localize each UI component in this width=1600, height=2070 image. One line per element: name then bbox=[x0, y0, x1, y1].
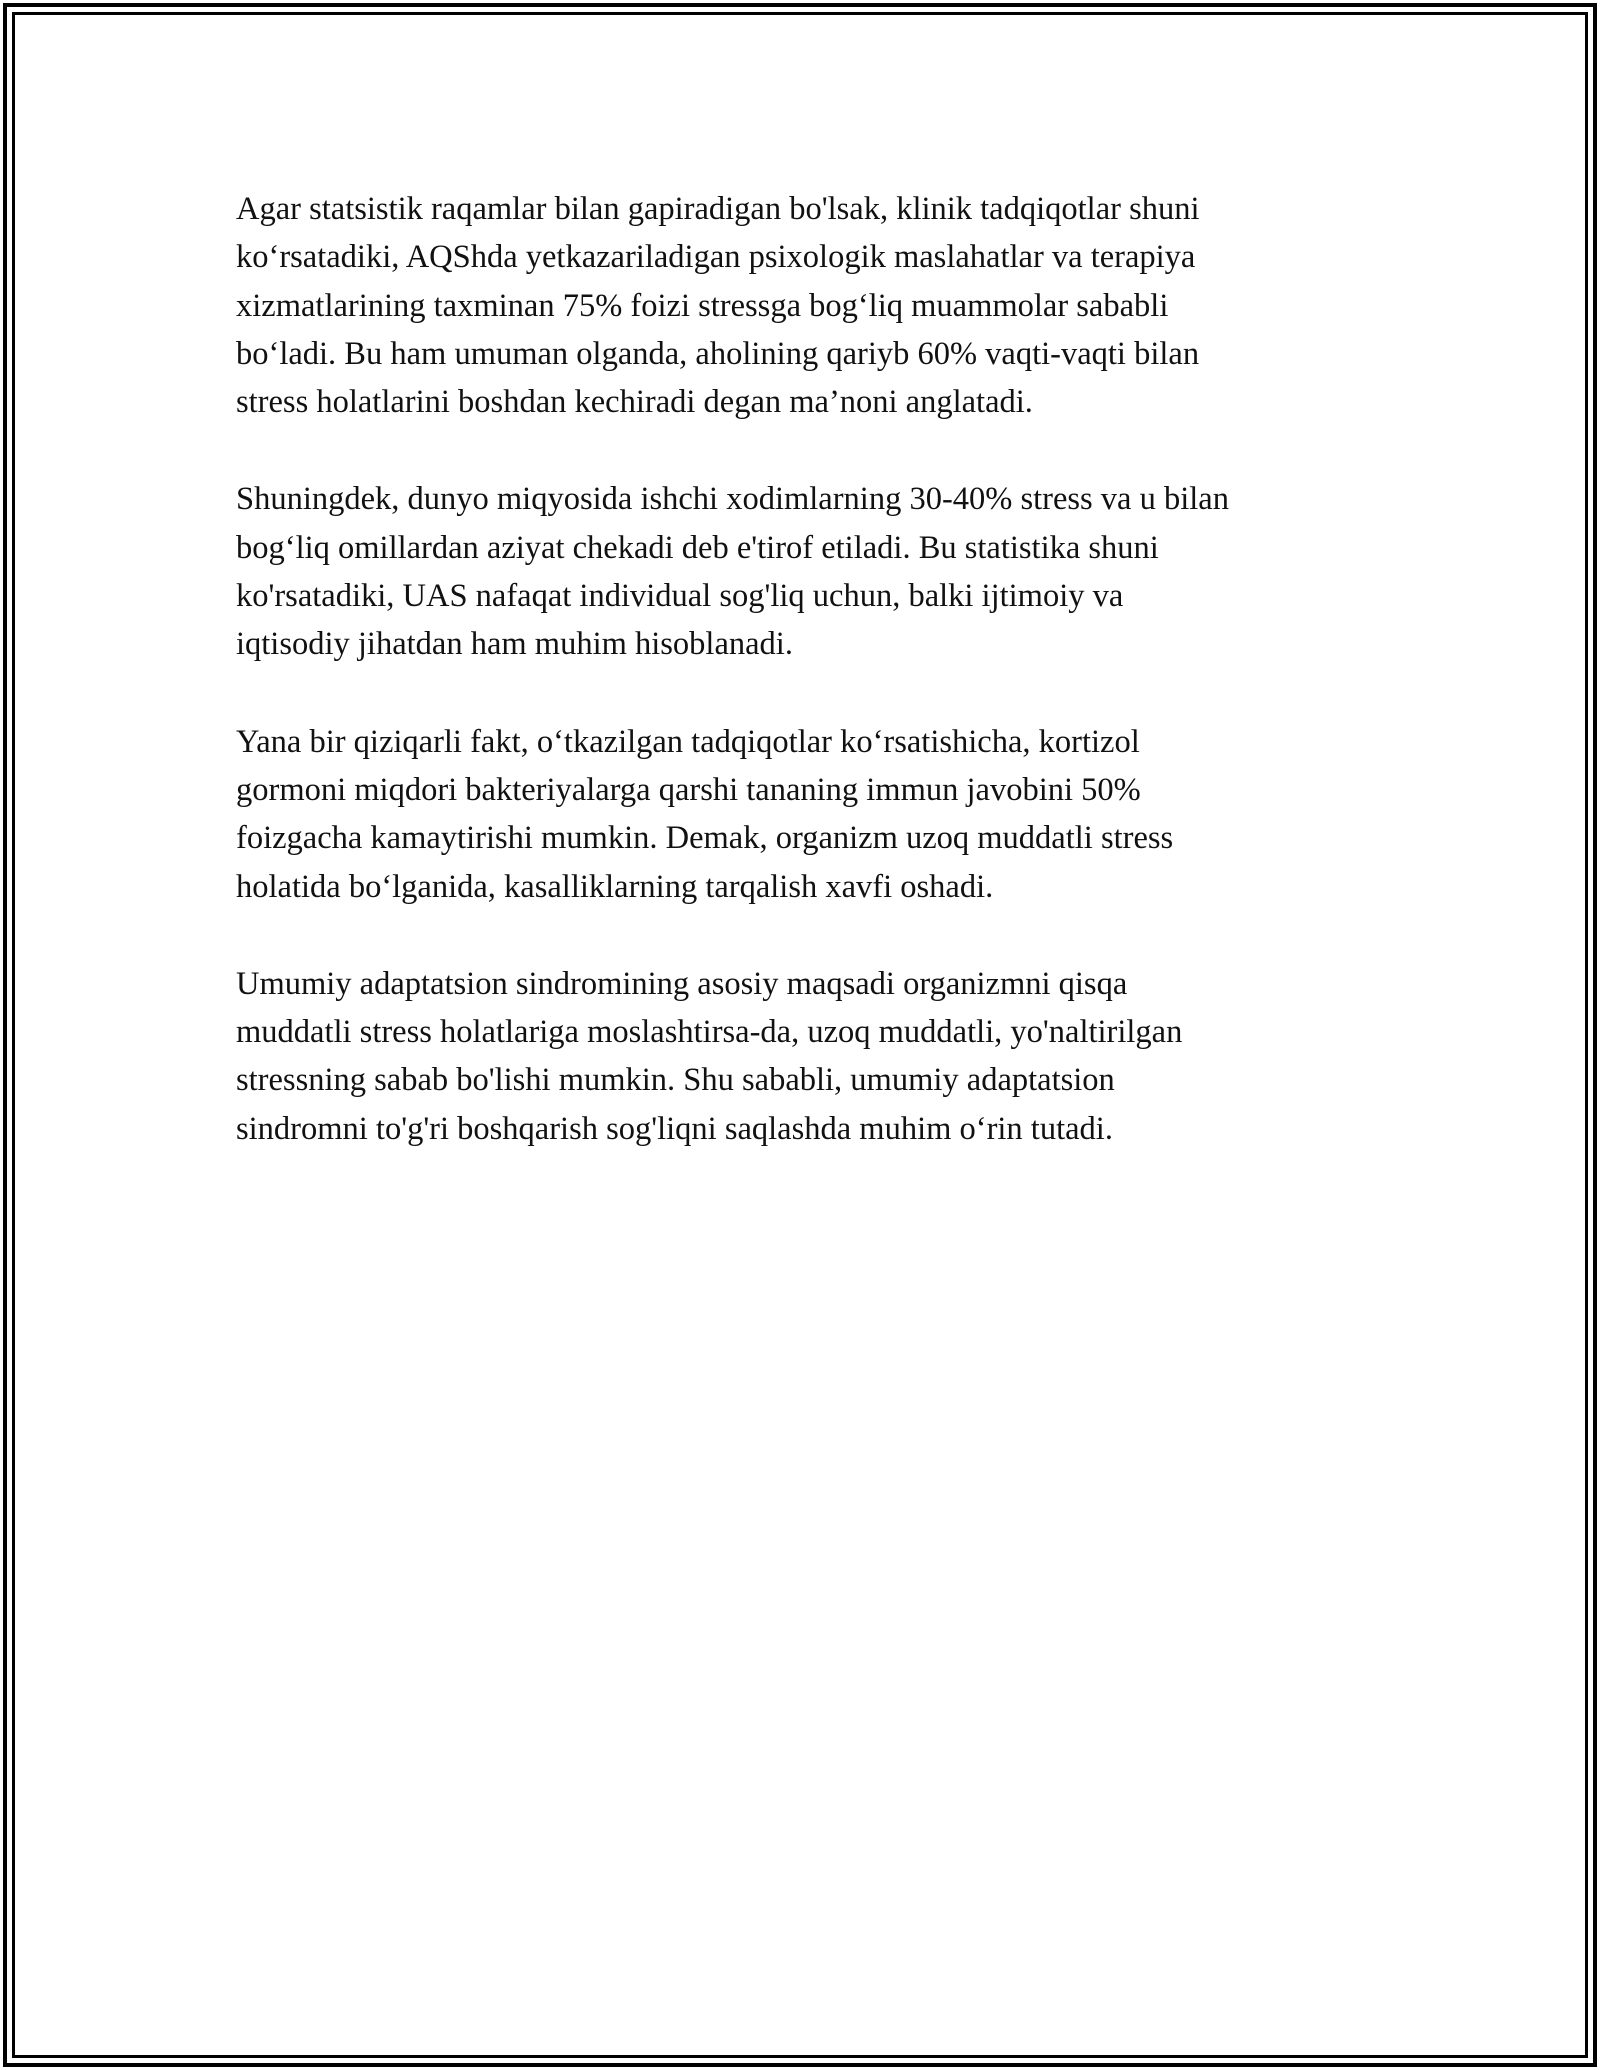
paragraph-3: Yana bir qiziqarli fakt, o‘tkazilgan tadqiqotlar ko‘rsatishicha, kortizol gormoni miqdori bakteriyalarga qarshi tananing immun javobini 50% foizgacha kamaytirishi mumkin. Demak, organizm uzoq muddatli stress holatida bo‘lganida, kasalliklarning tarqalish xavfi oshadi. bbox=[236, 723, 1174, 905]
paragraph-4: Umumiy adaptatsion sindromining asosiy maqsadi organizmni qisqa muddatli stress holatlariga moslashtirsa-da, uzoq muddatli, yo'naltirilgan stressning sabab bo'lishi mumkin. Shu sababli, umumiy adaptatsion sindromni to'g'ri boshqarish sog'liqni saqlashda muhim o‘rin tutadi. bbox=[236, 965, 1183, 1147]
paragraph-2: Shuningdek, dunyo miqyosida ishchi xodimlarning 30-40% stress va u bilan bog‘liq omillardan aziyat chekadi deb e'tirof etiladi. Bu statistika shuni ko'rsatadiki, UAS nafaqat individual sog'liq uchun, balki ijtimoiy va iqtisodiy jihatdan ham muhim hisoblanadi. bbox=[236, 481, 1229, 663]
document-body bbox=[236, 185, 1366, 1202]
paragraph-1: Agar statsistik raqamlar bilan gapiradigan bo'lsak, klinik tadqiqotlar shuni ko‘rsatadiki, AQShda yetkazariladigan psixologik maslahatlar va terapiya xizmatlarining taxminan 75% foizi stressga bog‘liq muammolar sababli bo‘ladi. Bu ham umuman olganda, aholining qariyb 60% vaqti-vaqti bilan stress holatlarini boshdan kechiradi degan ma’noni anglatadi. bbox=[236, 191, 1200, 421]
